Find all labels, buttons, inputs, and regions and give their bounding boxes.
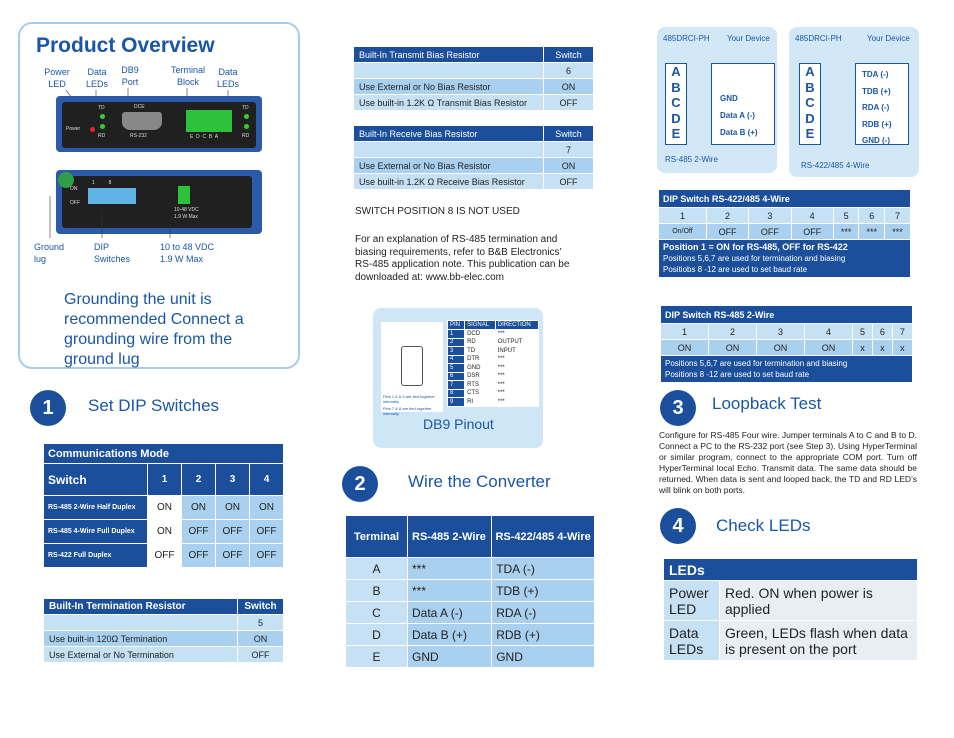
comm-mode-heading: Communications Mode xyxy=(44,444,284,464)
dip-cell: OFF xyxy=(706,224,748,240)
pin-label: Data A (-) xyxy=(720,111,755,120)
wiring-cell: Data B (+) xyxy=(408,624,492,646)
db9-cell: 3 xyxy=(448,347,465,356)
pointer-lines-bottom xyxy=(20,24,302,264)
label-power-spec: 10 to 48 VDC 1.9 W Max xyxy=(160,242,215,264)
dip-cell: x xyxy=(892,340,912,356)
back-watt-label: 1.9 W Max xyxy=(174,214,198,220)
wiring-header-terminal: Terminal xyxy=(346,516,408,558)
wiring-cell: TDB (+) xyxy=(492,580,595,602)
terminal-letter: E xyxy=(671,126,681,141)
dip-numbers: 1 8 xyxy=(92,180,112,186)
db9-cell: GND xyxy=(465,364,496,373)
db9-header-direction: DIRECTION xyxy=(495,321,538,330)
wiring-cell: GND xyxy=(408,646,492,668)
table-row xyxy=(44,544,284,568)
db9-cell: 2 xyxy=(448,338,465,347)
db9-note-2: Pins 7 & 8 are tied together internally xyxy=(383,406,432,416)
label-dip-switches: DIP Switches xyxy=(94,242,131,264)
table-row xyxy=(354,158,594,174)
db9-cell: *** xyxy=(495,398,538,407)
rs232-label: RS-232 xyxy=(130,133,147,139)
rd-label: RD xyxy=(98,133,106,139)
dip-cell: 1 xyxy=(659,208,707,224)
dip-cell: 2 xyxy=(706,208,748,224)
section-3-number: 3 xyxy=(660,390,696,426)
dip-cell: ON xyxy=(757,340,805,356)
dip2-note-1: Positions 5,6,7 are used for termination and biasing xyxy=(665,359,848,368)
dip-cell: x xyxy=(853,340,873,356)
receive-bias-row-value: OFF xyxy=(544,174,594,190)
wiring-right-your-device: Your Device xyxy=(867,34,910,43)
dip-2wire-table xyxy=(660,305,913,383)
comm-mode-table xyxy=(43,443,284,568)
db9-cell: OUTPUT xyxy=(495,338,538,347)
db9-cell: 9 xyxy=(448,398,465,407)
dce-label: DCE xyxy=(134,104,145,110)
terminal-letter: A xyxy=(671,64,681,79)
comm-cell: OFF xyxy=(182,520,216,544)
dip-cell: *** xyxy=(885,224,911,240)
section-1-title: Set DIP Switches xyxy=(88,396,220,415)
wiring-cell: RDB (+) xyxy=(492,624,595,646)
comm-cell: ON xyxy=(216,496,250,520)
section-3-title: Loopback Test xyxy=(712,394,822,413)
comm-cell: OFF xyxy=(250,520,284,544)
wiring-cell: *** xyxy=(408,558,492,580)
termination-row-label: Use External or No Termination xyxy=(44,647,238,663)
terminal-letter: D xyxy=(805,110,815,126)
receive-bias-row-value: ON xyxy=(544,158,594,174)
back-volt-label: 10-48 VDC xyxy=(174,207,199,213)
transmit-bias-row-value: OFF xyxy=(544,95,594,111)
db9-row xyxy=(448,355,539,364)
wiring-cell: C xyxy=(346,602,408,624)
wiring-cell: Data A (-) xyxy=(408,602,492,624)
wiring-right-device: 485DRCI-PH xyxy=(795,34,842,43)
grounding-note: Grounding the unit is recommended Connect a grounding wire from the ground lug xyxy=(64,291,244,368)
label-power-led: Power LED xyxy=(44,67,70,89)
wiring-right-caption: RS-422/485 4-Wire xyxy=(801,161,870,170)
receive-bias-heading: Built-In Receive Bias Resistor xyxy=(354,126,544,142)
label-ground-lug: Ground lug xyxy=(34,242,65,264)
dip-cell: 7 xyxy=(892,324,912,340)
wiring-left-terminal xyxy=(665,63,687,145)
comm-header-4: 4 xyxy=(250,464,284,496)
transmit-bias-num: 6 xyxy=(544,63,594,79)
terminal-letter: C xyxy=(671,95,681,110)
leds-row-desc: Green, LEDs flash when data is present on the port xyxy=(720,621,918,661)
dip2-note-2: Positions 8 -12 are used to set baud rate xyxy=(665,370,810,379)
termination-switch-heading: Switch xyxy=(238,599,284,615)
wiring-cell: E xyxy=(346,646,408,668)
wiring-row xyxy=(346,602,595,624)
dip-cell: *** xyxy=(833,224,859,240)
dip-cell: ON xyxy=(709,340,757,356)
db9-cell: 1 xyxy=(448,330,465,339)
dip-cell: 2 xyxy=(709,324,757,340)
comm-header-1: 1 xyxy=(148,464,182,496)
dip4-heading: DIP Switch RS-422/485 4-Wire xyxy=(659,190,911,208)
terminal-letter: B xyxy=(805,79,815,95)
db9-cell: 7 xyxy=(448,381,465,390)
db9-row xyxy=(448,330,539,339)
termination-row-label: Use built-in 120Ω Termination xyxy=(44,631,238,647)
receive-bias-table xyxy=(353,125,594,190)
receive-bias-num: 7 xyxy=(544,142,594,158)
dip-cell: 3 xyxy=(749,208,791,224)
dip-cell: ON xyxy=(805,340,853,356)
terminal-letter: E xyxy=(805,126,815,141)
db9-cell: 5 xyxy=(448,364,465,373)
comm-cell: ON xyxy=(148,496,182,520)
table-row xyxy=(664,621,918,661)
wiring-cell: *** xyxy=(408,580,492,602)
termination-row-value: ON xyxy=(238,631,284,647)
table-row xyxy=(354,79,594,95)
label-terminal-block: Terminal Block xyxy=(170,65,205,87)
terminal-letter: C xyxy=(805,95,815,110)
wiring-header-2wire: RS-485 2-Wire xyxy=(408,516,492,558)
db9-row xyxy=(448,347,539,356)
comm-cell: OFF xyxy=(182,544,216,568)
section-2-title: Wire the Converter xyxy=(408,472,551,491)
dip2-heading: DIP Switch RS-485 2-Wire xyxy=(661,306,913,324)
explanation-note: For an explanation of RS-485 termination and biasing requirements, refer to B&B Electronics’ RS-485 application note. This publication can be downloaded at: www.bb-elec.com xyxy=(355,234,570,283)
db9-header-signal: SIGNAL xyxy=(465,321,496,330)
table-row xyxy=(44,647,284,663)
pin-label: GND xyxy=(720,94,738,103)
dip-cell: *** xyxy=(859,224,885,240)
wiring-right-terminal xyxy=(799,63,821,145)
wiring-left-your-device: Your Device xyxy=(727,34,770,43)
wiring-cell: TDA (-) xyxy=(492,558,595,580)
table-row xyxy=(44,631,284,647)
db9-cell: INPUT xyxy=(495,347,538,356)
db9-row xyxy=(448,398,539,407)
db9-cell: *** xyxy=(495,364,538,373)
leds-row-label: Data LEDs xyxy=(664,621,720,661)
overview-title: Product Overview xyxy=(36,34,215,57)
pin-label: TDB (+) xyxy=(862,86,891,96)
td-label-right: TD xyxy=(242,105,249,111)
db9-cell: 8 xyxy=(448,389,465,398)
wiring-row xyxy=(346,646,595,668)
wiring-diagram-2wire xyxy=(657,27,777,173)
comm-cell: ON xyxy=(148,520,182,544)
db9-pinout-panel xyxy=(373,308,543,448)
termination-heading: Built-In Termination Resistor xyxy=(44,599,238,615)
comm-cell: ON xyxy=(182,496,216,520)
label-data-leds-left: Data LEDs xyxy=(85,67,108,89)
loopback-text: Configure for RS-485 Four wire. Jumper terminals A to C and B to D. Connect a PC to the RS-232 port (see Step 3). Using HyperTerminal or similar program, connect to the appropriate COM port. Turn off HyperTerminal local Echo. Transmit data. The same data should be returned. When data is sent and looped back, the TD and RD LED’s will blink on both ports. xyxy=(659,430,917,495)
pin-label: GND (-) xyxy=(862,136,890,145)
table-row xyxy=(44,520,284,544)
terminal-letters: E D C B A xyxy=(190,134,219,140)
db9-row xyxy=(448,372,539,381)
wiring-cell: RDA (-) xyxy=(492,602,595,624)
transmit-bias-table xyxy=(353,46,594,111)
section-4-title: Check LEDs xyxy=(716,516,811,535)
product-overview-panel xyxy=(18,22,300,369)
comm-header-switch: Switch xyxy=(44,464,148,496)
comm-cell: OFF xyxy=(216,520,250,544)
comm-cell: ON xyxy=(250,496,284,520)
comm-header-2: 2 xyxy=(182,464,216,496)
receive-bias-switch-heading: Switch xyxy=(544,126,594,142)
db9-cell: *** xyxy=(495,355,538,364)
table-row xyxy=(664,581,918,621)
wiring-table xyxy=(345,515,595,668)
db9-row xyxy=(448,364,539,373)
wiring-cell: GND xyxy=(492,646,595,668)
transmit-bias-heading: Built-In Transmit Bias Resistor xyxy=(354,47,544,63)
comm-row-label: RS-422 Full Duplex xyxy=(44,544,148,568)
wiring-cell: A xyxy=(346,558,408,580)
db9-cell: *** xyxy=(495,372,538,381)
rd-label-right: RD xyxy=(242,133,250,139)
dip-cell: 1 xyxy=(661,324,709,340)
switch8-note: SWITCH POSITION 8 IS NOT USED xyxy=(355,206,520,217)
db9-row xyxy=(448,381,539,390)
dip-cell: x xyxy=(872,340,892,356)
dip-cell: 6 xyxy=(859,208,885,224)
wiring-left-caption: RS-485 2-Wire xyxy=(665,155,718,164)
db9-row xyxy=(448,389,539,398)
wiring-cell: D xyxy=(346,624,408,646)
db9-cell: *** xyxy=(495,330,538,339)
comm-cell: OFF xyxy=(148,544,182,568)
comm-header-3: 3 xyxy=(216,464,250,496)
db9-cell: DTR xyxy=(465,355,496,364)
dip-cell: 4 xyxy=(791,208,833,224)
db9-pin-table xyxy=(447,320,539,407)
transmit-bias-row-value: ON xyxy=(544,79,594,95)
transmit-bias-row-label: Use External or No Bias Resistor xyxy=(354,79,544,95)
dip-cell: 7 xyxy=(885,208,911,224)
section-2-number: 2 xyxy=(342,466,378,502)
section-4-number: 4 xyxy=(660,508,696,544)
dip-row-label: On/Off xyxy=(659,224,707,240)
pin-label: RDB (+) xyxy=(862,119,892,129)
termination-table xyxy=(43,598,284,663)
receive-bias-row-label: Use built-in 1.2K Ω Receive Bias Resistor xyxy=(354,174,544,190)
dip-cell: 3 xyxy=(757,324,805,340)
dip-cell: 5 xyxy=(853,324,873,340)
leds-row-desc: Red. ON when power is applied xyxy=(720,581,918,621)
dip-cell: 5 xyxy=(833,208,859,224)
termination-switch-num: 5 xyxy=(238,615,284,631)
db9-cell: TD xyxy=(465,347,496,356)
dip-off-label: OFF xyxy=(70,200,80,206)
dip4-note-2: Positions 5,6,7 are used for termination and biasing xyxy=(663,254,846,263)
db9-row xyxy=(448,338,539,347)
dip-cell: 4 xyxy=(805,324,853,340)
comm-cell: OFF xyxy=(250,544,284,568)
dip-4wire-table xyxy=(658,189,911,278)
db9-cell: CTS xyxy=(465,389,496,398)
wiring-header-4wire: RS-422/485 4-Wire xyxy=(492,516,595,558)
table-row xyxy=(44,496,284,520)
dip-cell: OFF xyxy=(749,224,791,240)
wiring-left-device: 485DRCI-PH xyxy=(663,34,710,43)
pin-label: Data B (+) xyxy=(720,128,758,137)
db9-cell: *** xyxy=(495,381,538,390)
td-label: TD xyxy=(98,105,105,111)
db9-cell: DSR xyxy=(465,372,496,381)
table-row xyxy=(354,95,594,111)
table-row xyxy=(354,174,594,190)
db9-cell: DCD xyxy=(465,330,496,339)
dip4-note-3: Positiobs 8 -12 are used to set baud rate xyxy=(663,265,808,274)
leds-heading: LEDs xyxy=(664,559,918,581)
termination-row-value: OFF xyxy=(238,647,284,663)
db9-header-pin: PIN xyxy=(448,321,465,330)
comm-cell: OFF xyxy=(216,544,250,568)
leds-row-label: Power LED xyxy=(664,581,720,621)
db9-cell: 4 xyxy=(448,355,465,364)
wiring-row xyxy=(346,624,595,646)
pin-label: TDA (-) xyxy=(862,70,889,79)
leds-table xyxy=(663,558,918,661)
wiring-row xyxy=(346,580,595,602)
db9-diagram xyxy=(381,322,443,416)
transmit-bias-row-label: Use built-in 1.2K Ω Transmit Bias Resistor xyxy=(354,95,544,111)
terminal-letter: D xyxy=(671,110,681,126)
db9-title: DB9 Pinout xyxy=(423,416,494,432)
comm-row-label: RS-485 4-Wire Full Duplex xyxy=(44,520,148,544)
dip-cell: ON xyxy=(661,340,709,356)
label-db9-port: DB9 Port xyxy=(121,65,139,87)
terminal-letter: A xyxy=(805,64,815,79)
dip-on-label: ON xyxy=(70,186,78,192)
section-1-number: 1 xyxy=(30,390,66,426)
power-label: Power xyxy=(66,126,81,132)
db9-cell: 6 xyxy=(448,372,465,381)
dip-cell: OFF xyxy=(791,224,833,240)
receive-bias-row-label: Use External or No Bias Resistor xyxy=(354,158,544,174)
wiring-left-your-device-box xyxy=(711,63,775,145)
wiring-cell: B xyxy=(346,580,408,602)
db9-cell: RTS xyxy=(465,381,496,390)
wiring-row xyxy=(346,558,595,580)
wiring-right-your-device-box xyxy=(855,63,909,145)
dip-cell: 6 xyxy=(872,324,892,340)
wiring-diagram-4wire xyxy=(789,27,919,177)
db9-note-1: Pins 1,4 & 6 are tied together internally xyxy=(383,394,435,404)
comm-row-label: RS-485 2-Wire Half Duplex xyxy=(44,496,148,520)
db9-cell: RD xyxy=(465,338,496,347)
pin-label: RDA (-) xyxy=(862,103,890,112)
dip4-note-bold: Position 1 = ON for RS-485, OFF for RS-422 xyxy=(663,242,848,252)
db9-cell: RI xyxy=(465,398,496,407)
transmit-bias-switch-heading: Switch xyxy=(544,47,594,63)
label-data-leds-right: Data LEDs xyxy=(216,67,239,89)
db9-cell: *** xyxy=(495,389,538,398)
terminal-letter: B xyxy=(671,79,681,95)
